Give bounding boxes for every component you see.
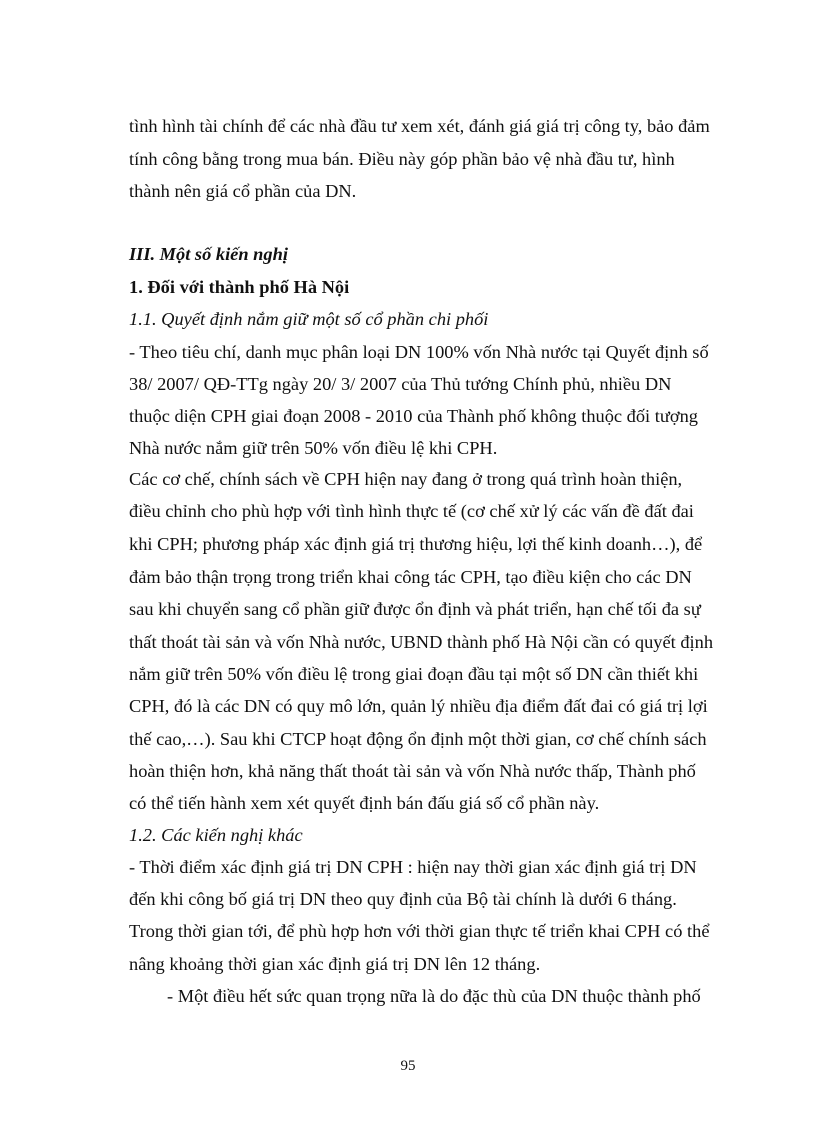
body-text-line: Nhà nước nắm giữ trên 50% vốn điều lệ khi CPH. <box>129 438 498 458</box>
body-text-line: thành nên giá cổ phần của DN. <box>129 181 357 201</box>
body-text-line: sau khi chuyển sang cổ phần giữ được ổn định và phát triển, hạn chế tối đa sự <box>129 599 701 619</box>
body-text-line: có thể tiến hành xem xét quyết định bán đấu giá số cổ phần này. <box>129 793 600 813</box>
body-text-line: CPH, đó là các DN có quy mô lớn, quản lý nhiều địa điểm đất đai có giá trị lợi <box>129 696 708 716</box>
subheading-1-2: 1.2. Các kiến nghị khác <box>129 825 303 845</box>
body-text-line: Trong thời gian tới, để phù hợp hơn với thời gian thực tế triển khai CPH có thể <box>129 921 710 941</box>
body-text-line: - Theo tiêu chí, danh mục phân loại DN 100% vốn Nhà nước tại Quyết định số <box>129 342 709 362</box>
body-text-line: 38/ 2007/ QĐ-TTg ngày 20/ 3/ 2007 của Thủ tướng Chính phủ, nhiều DN <box>129 374 672 394</box>
body-text-line: thế cao,…). Sau khi CTCP hoạt động ổn định một thời gian, cơ chế chính sách <box>129 729 707 749</box>
page-number: 95 <box>400 1058 416 1074</box>
body-text-line: - Một điều hết sức quan trọng nữa là do đặc thù của DN thuộc thành phố <box>167 986 701 1006</box>
body-text-line: hoàn thiện hơn, khả năng thất thoát tài sản và vốn Nhà nước thấp, Thành phố <box>129 761 696 781</box>
body-text-line: tình hình tài chính để các nhà đầu tư xem xét, đánh giá giá trị công ty, bảo đảm <box>129 116 710 136</box>
body-text-line: nắm giữ trên 50% vốn điều lệ trong giai đoạn đầu tại một số DN cần thiết khi <box>129 664 699 684</box>
body-text-line: tính công bằng trong mua bán. Điều này góp phần bảo vệ nhà đầu tư, hình <box>129 149 675 169</box>
body-text-line: điều chỉnh cho phù hợp với tình hình thực tế (cơ chế xử lý các vấn đề đất đai <box>129 501 694 521</box>
body-text-line: khi CPH; phương pháp xác định giá trị thương hiệu, lợi thế kinh doanh…), để <box>129 534 703 554</box>
body-text-line: thuộc diện CPH giai đoạn 2008 - 2010 của Thành phố không thuộc đối tượng <box>129 406 698 426</box>
body-text-line: - Thời điểm xác định giá trị DN CPH : hiện nay thời gian xác định giá trị DN <box>129 857 697 877</box>
subheading-1-1: 1.1. Quyết định nắm giữ một số cổ phần chi phối <box>129 309 489 329</box>
body-text-line: đảm bảo thận trọng trong triển khai công tác CPH, tạo điều kiện cho các DN <box>129 567 692 587</box>
section-heading: III. Một số kiến nghị <box>129 244 288 264</box>
body-text-line: Các cơ chế, chính sách về CPH hiện nay đang ở trong quá trình hoàn thiện, <box>129 469 683 489</box>
body-text-line: nâng khoảng thời gian xác định giá trị DN lên 12 tháng. <box>129 954 541 974</box>
body-text-line: thất thoát tài sản và vốn Nhà nước, UBND thành phố Hà Nội cần có quyết định <box>129 632 714 652</box>
body-text-line: đến khi công bố giá trị DN theo quy định của Bộ tài chính là dưới 6 tháng. <box>129 889 677 909</box>
subsection-heading: 1. Đối với thành phố Hà Nội <box>129 277 350 297</box>
